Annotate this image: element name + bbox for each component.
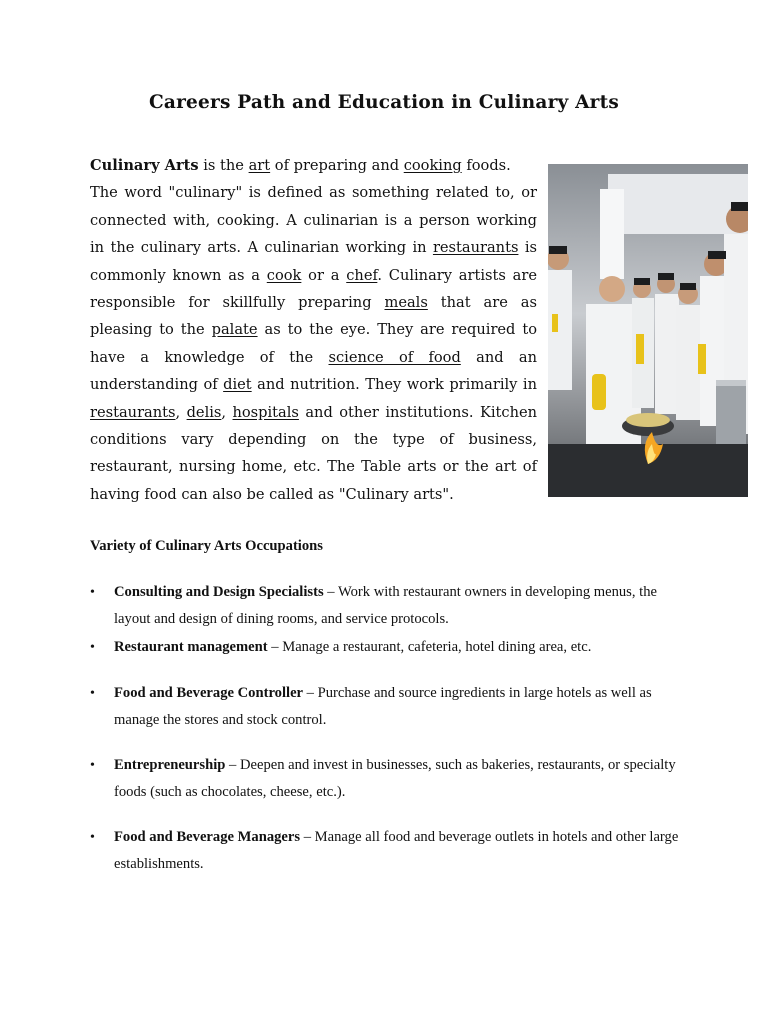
intro-paragraph-2: The word "culinary" is defined as something related to, or connected with, cooking. A culinarian is a person working in the culinary arts. A culinarian working in restaurants is commonly known as a cook or a chef. Culinary artists are responsible for skillfully preparing meals that are as pleasing to the palate as to the eye. They are required to have a knowledge of the science of food and an understanding of diet and nutrition. They work primarily in restaurants, delis, hospitals and other institutions. Kitchen conditions vary depending on the type of business, restaurant, nursing home, etc. The Table arts or the art of having food can also be called as "Culinary arts". (90, 184, 538, 503)
bullet-icon: • (90, 585, 95, 600)
occupation-name: Consulting and Design Specialists (114, 584, 324, 600)
occupation-item: • Consulting and Design Specialists – Work with restaurant owners in developing menus, the layout and design of dining rooms, and service protocols. (90, 579, 690, 633)
occupation-name: Food and Beverage Controller (114, 685, 304, 701)
link-cook[interactable]: cook (266, 266, 302, 284)
link-meals[interactable]: meals (384, 294, 428, 312)
occupation-item: • Entrepreneurship – Deepen and invest in businesses, such as bakeries, restaurants, or specialty foods (such as chocolates, cheese, etc.). (90, 752, 690, 806)
link-palate[interactable]: palate (211, 321, 258, 339)
bullet-icon: • (90, 686, 95, 701)
link-science-of-food[interactable]: science of food (328, 348, 461, 366)
intro-paragraph-1: Culinary Arts is the art of preparing and cooking foods. (90, 157, 511, 174)
link-restaurants[interactable]: restaurants (432, 239, 519, 257)
link-art[interactable]: art (248, 157, 271, 174)
occupation-item: • Food and Beverage Managers – Manage all food and beverage outlets in hotels and other large establishments. (90, 824, 690, 878)
link-diet[interactable]: diet (223, 376, 252, 394)
bullet-icon: • (90, 640, 95, 655)
occupation-item: • Food and Beverage Controller – Purchase and source ingredients in large hotels as well as manage the stores and stock control. (90, 680, 690, 734)
occupation-name: Food and Beverage Managers (114, 829, 301, 845)
occupation-item: • Restaurant management – Manage a restaurant, cafeteria, hotel dining area, etc. (90, 634, 690, 661)
section-heading: Variety of Culinary Arts Occupations (90, 538, 323, 554)
term-culinary-arts: Culinary Arts (90, 157, 199, 174)
occupation-description: Purchase and source ingredients in large hotels as well as manage the stores and stock control. (114, 685, 652, 728)
occupation-description: Manage a restaurant, cafeteria, hotel dining area, etc. (282, 639, 592, 655)
link-chef[interactable]: chef (346, 266, 378, 284)
link-cooking[interactable]: cooking (403, 157, 462, 174)
occupation-name: Restaurant management (114, 639, 268, 655)
occupation-description: Deepen and invest in businesses, such as bakeries, restaurants, or specialty foods (such as chocolates, cheese, etc.). (114, 757, 676, 800)
link-restaurants-2[interactable]: restaurants (90, 403, 176, 421)
link-delis[interactable]: delis (186, 403, 222, 421)
page-title: Careers Path and Education in Culinary Arts (149, 92, 619, 113)
bullet-icon: • (90, 758, 95, 773)
chefs-photo (548, 164, 748, 497)
intro-text (90, 152, 537, 508)
occupation-description: Work with restaurant owners in developing menus, the layout and design of dining rooms, and service protocols. (114, 584, 657, 627)
link-hospitals[interactable]: hospitals (232, 403, 299, 421)
occupation-description: Manage all food and beverage outlets in hotels and other large establishments. (114, 829, 679, 872)
bullet-icon: • (90, 830, 95, 845)
occupation-name: Entrepreneurship (114, 757, 226, 773)
